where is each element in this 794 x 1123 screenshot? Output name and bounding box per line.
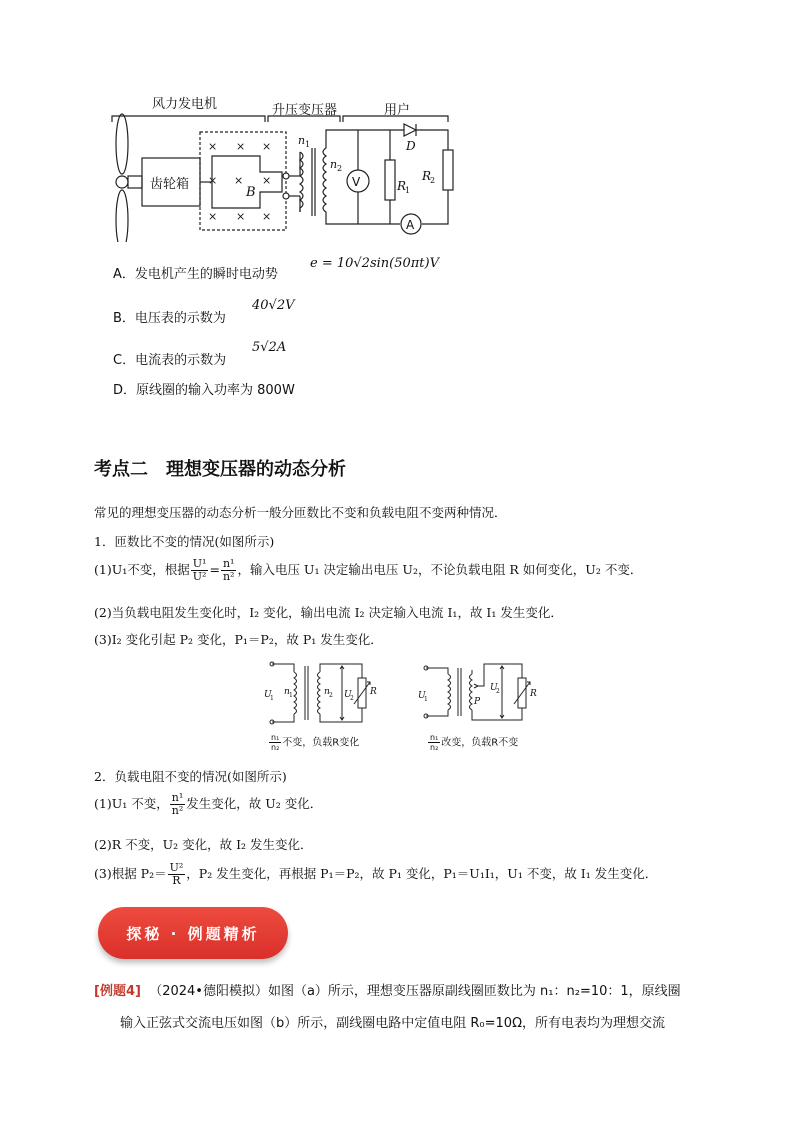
- option-a-formula: e = 10√2sin(50πt)V: [310, 256, 439, 271]
- svg-text:U: U: [418, 691, 426, 701]
- intro-paragraph: 常见的理想变压器的动态分析一般分匝数比不变和负载电阻不变两种情况．: [94, 505, 507, 520]
- point2-title: 2．负载电阻不变的情况(如图所示): [94, 769, 287, 784]
- svg-text:R: R: [530, 689, 537, 699]
- svg-text:2: 2: [430, 176, 436, 185]
- svg-text:×: ×: [208, 210, 218, 223]
- svg-text:2: 2: [329, 692, 333, 699]
- label-wind-generator: 风力发电机: [152, 97, 218, 112]
- svg-text:2: 2: [350, 695, 354, 702]
- option-c: C．电流表的示数为: [113, 353, 227, 368]
- example-4-line2: 输入正弦式交流电压如图（b）所示，副线圈电路中定值电阻 R₀=10Ω，所有电表均为理想交流: [120, 1016, 665, 1031]
- gearbox-label: 齿轮箱: [150, 177, 190, 192]
- resistor-R1: [385, 160, 395, 200]
- resistor-R2: [443, 150, 453, 190]
- point1-line3: (3)I₂ 变化引起 P₂ 变化，P₁＝P₂，故 P₁ 发生变化．: [94, 632, 383, 647]
- example-4-line1: [例题4] （2024•德阳模拟）如图（a）所示，理想变压器原副线圈匝数比为 n₁：n₂=10：1，原线圈: [94, 984, 681, 999]
- label-step-up-transformer: 升压变压器: [272, 103, 338, 118]
- left-diagram-caption: $\frac{\text{n₁}}{\text{n₂}}$ 不变，负载R变化: [271, 733, 360, 752]
- option-a: A．发电机产生的瞬时电动势: [113, 267, 278, 282]
- svg-text:×: ×: [262, 210, 272, 223]
- svg-text:2: 2: [337, 164, 343, 173]
- svg-text:2: 2: [496, 688, 500, 695]
- svg-text:×: ×: [262, 140, 272, 153]
- point1-line2: (2)当负载电阻发生变化时，I₂ 变化，输出电流 I₂ 决定输入电流 I₁，故 I₁ 发生变化．: [94, 605, 563, 620]
- svg-text:1: 1: [405, 186, 411, 195]
- diode: [404, 124, 416, 136]
- svg-text:1: 1: [270, 695, 274, 702]
- svg-text:1: 1: [305, 140, 311, 149]
- example-section-banner: 探秘 · 例题精析: [98, 907, 288, 959]
- svg-text:1: 1: [289, 692, 293, 699]
- svg-text:A: A: [406, 218, 415, 232]
- point2-line2: (2)R 不变，U₂ 变化，故 I₂ 发生变化．: [94, 837, 313, 852]
- point1-title: 1．匝数比不变的情况(如图所示): [94, 534, 275, 549]
- svg-text:U: U: [264, 690, 272, 700]
- right-circuit: [418, 664, 537, 720]
- right-diagram-caption: $\frac{\text{n₁}}{\text{n₂}}$ 改变，负载R不变: [430, 733, 519, 752]
- point1-line1: (1)U₁不变，根据 $\frac{\text{U¹}}{\text{U²}}$ = $\frac{\text{n¹}}{\text{n²}}$ ，输入电压 U₁ 决定输出电压 U₂，不论负载电阻 R 如何变化，U₂ 不变．: [94, 557, 643, 583]
- turbine-icon: [116, 114, 142, 242]
- svg-text:R: R: [422, 169, 432, 183]
- svg-text:×: ×: [208, 140, 218, 153]
- option-b: B．电压表的示数为: [113, 311, 226, 326]
- svg-text:×: ×: [262, 174, 272, 187]
- svg-text:R: R: [370, 687, 377, 697]
- svg-text:×: ×: [236, 210, 246, 223]
- option-c-formula: 5√2A: [252, 340, 287, 355]
- svg-text:U: U: [490, 683, 498, 693]
- svg-text:n: n: [330, 158, 338, 171]
- wind-generator-circuit-diagram: [100, 92, 470, 242]
- label-user: 用户: [384, 103, 411, 118]
- example-tag: [例题4]: [94, 984, 141, 999]
- option-d: D．原线圈的输入功率为 800W: [113, 383, 295, 398]
- svg-text:U: U: [344, 690, 352, 700]
- option-b-formula: 40√2V: [252, 298, 295, 313]
- svg-text:×: ×: [236, 140, 246, 153]
- svg-text:P: P: [474, 697, 481, 707]
- field-cross-marks: [208, 140, 271, 223]
- svg-text:R: R: [397, 179, 407, 193]
- point2-line1: (1)U₁ 不变， $\frac{\text{n¹}}{\text{n²}}$ 发生变化，故 U₂ 变化．: [94, 791, 323, 817]
- secondary-coil: [323, 132, 326, 222]
- svg-text:D: D: [406, 139, 416, 153]
- section-title: 考点二 理想变压器的动态分析: [94, 459, 346, 480]
- svg-text:×: ×: [234, 174, 244, 187]
- svg-text:n: n: [324, 687, 330, 697]
- label-B: B: [246, 185, 256, 200]
- point2-line3: (3)根据 P₂＝ $\frac{\text{U²}}{R}$ ，P₂ 发生变化，再根据 P₁＝P₂，故 P₁ 变化，P₁＝U₁I₁，U₁ 不变，故 I₁ 发生变化．: [94, 861, 658, 887]
- svg-text:1: 1: [424, 696, 428, 703]
- svg-text:n: n: [298, 134, 306, 147]
- svg-text:×: ×: [208, 174, 218, 187]
- svg-text:n: n: [284, 687, 290, 697]
- left-circuit: [264, 662, 377, 724]
- svg-text:V: V: [352, 175, 361, 189]
